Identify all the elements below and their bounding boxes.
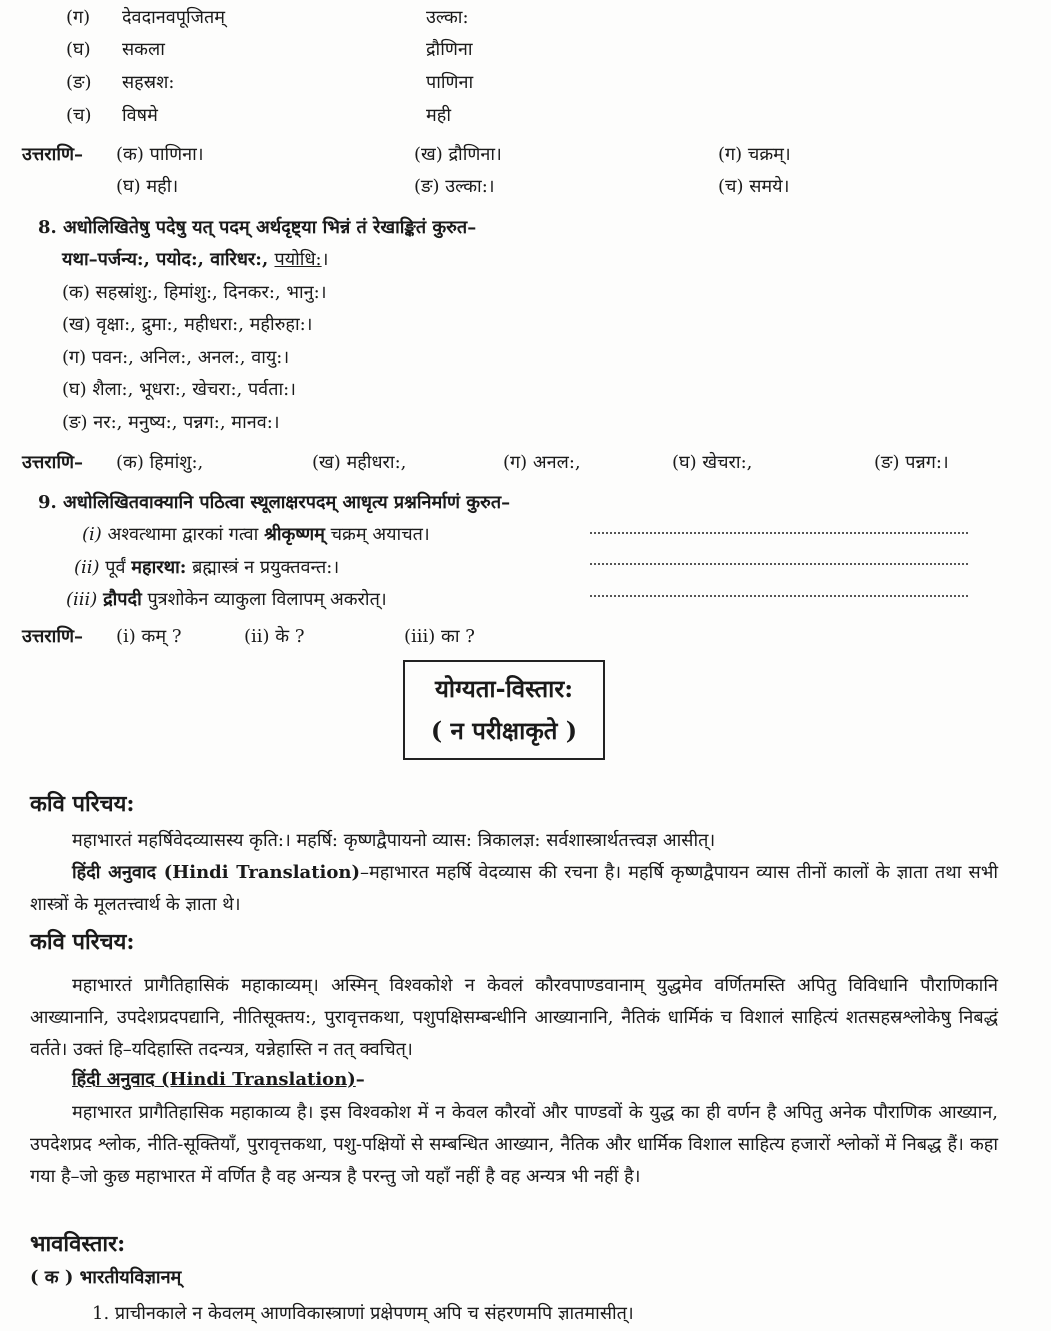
item-text: चक्रम् अयाचत।	[324, 524, 430, 545]
list-item: 1. प्राचीनकाले न केवलम् आणविकास्त्राणां प्रक्षेपणम् अपि च संहरणमपि ज्ञातमासीत्।	[92, 1303, 634, 1324]
answer: (ङ) पन्नग:।	[874, 452, 949, 473]
answer-blank[interactable]	[590, 595, 968, 597]
paragraph: महाभारतं महर्षिवेदव्यासस्य कृति:। महर्षि: कृष्णद्वैपायनो व्यास: त्रिकालज्ञ: सर्वशास्त्रार्थतत्त्वज्ञ आसीत्।	[72, 830, 716, 851]
item-text: पुत्रशोकेन व्याकुला विलापम् अकरोत्।	[141, 589, 387, 610]
q9-item	[82, 523, 430, 547]
q7-label: (ग)	[66, 7, 91, 28]
q9-item	[66, 588, 387, 612]
paragraph: महाभारत प्रागैतिहासिक महाकाव्य है। इस विश्वकोश में न केवल कौरवों और पाण्डवों के युद्ध का ही वर्णन है अपितु अनेक पौराणिक आख्यान, उपदेशप्रद श्लोक, नीति-सूक्तियाँ, पुरावृत्तकथा, पशु-पक्षियों से सम्बन्धित आख्यान, नैतिक और धार्मिक विशाल साहित्य हजारों श्लोकों में निबद्ध हैं। कहा गया है–जो कुछ महाभारत में वर्णित है वह अन्यत्र है परन्तु जो यहाँ नहीं है वह अन्यत्र भी नहीं है।	[30, 1102, 998, 1187]
answers-prefix: उत्तराणि–	[22, 452, 84, 473]
answer-blank[interactable]	[590, 563, 968, 565]
section-heading: भावविस्तार:	[30, 1231, 126, 1257]
dash: –	[355, 1069, 365, 1090]
answer: (च) समये।	[718, 176, 790, 197]
section-box	[403, 660, 605, 760]
example-prefix: यथा–पर्जन्य:, पयोद:, वारिधर:,	[62, 249, 275, 270]
translation-label-text: हिंदी अनुवाद (Hindi Translation)	[72, 1069, 356, 1090]
answer: (ग) चक्रम्।	[718, 144, 791, 165]
box-subtitle: ( न परीक्षाकृते )	[430, 716, 578, 745]
answer: (iii) का ?	[404, 626, 475, 647]
q8-item: (ग) पवन:, अनिल:, अनल:, वायु:।	[62, 347, 290, 368]
question-title: 9. अधोलिखितवाक्यानि पठित्वा स्थूलाक्षरपदम् आधृत्य प्रश्ननिर्माणं कुरुत–	[38, 492, 511, 513]
q7-word: सहस्रश:	[122, 72, 175, 93]
question-title: 8. अधोलिखितेषु पदेषु यत् पदम् अर्थदृष्ट्या भिन्नं तं रेखाङ्कितं कुरुत–	[38, 217, 477, 238]
q9-item	[74, 556, 339, 580]
q8-item: (घ) शैला:, भूधरा:, खेचरा:, पर्वता:।	[62, 379, 296, 400]
answer: (ख) महीधरा:,	[312, 452, 407, 473]
q7-word: सकला	[122, 39, 165, 60]
example-underlined: पयोधि:	[274, 249, 322, 270]
q7-option: पाणिना	[426, 72, 474, 93]
answer: (घ) खेचरा:,	[672, 452, 753, 473]
paragraph: महाभारतं प्रागैतिहासिकं महाकाव्यम्। अस्मिन् विश्वकोशे न केवलं कौरवपाण्डवानाम् युद्धमेव वर्णितमस्ति अपितु विविधानि पौराणिकानि आख्यानानि, उपदेशप्रदपद्यानि, नीतिसूक्तय:, पुरावृत्तकथा, पशुपक्षिसम्बन्धीनि आख्यानानि, नैतिकं धार्मिकं च विशालं साहित्यं शतसहस्रश्लोकेषु निबद्धं वर्तते। उक्तं हि–यदिहास्ति तदन्यत्र, यन्नेहास्ति न तत् क्वचित्।	[30, 975, 998, 1060]
box-title: योग्यता-विस्तार:	[434, 674, 574, 703]
answer: (क) पाणिना।	[116, 144, 204, 165]
bold-word: द्रौपदी	[103, 589, 142, 610]
answer: (ङ) उल्का:।	[414, 176, 495, 197]
answers-prefix: उत्तराणि–	[22, 626, 84, 647]
item-text: ब्रह्मास्त्रं न प्रयुक्तवन्त:।	[186, 557, 340, 578]
subheading: ( क ) भारतीयविज्ञानम्	[30, 1267, 182, 1288]
q7-option: उल्का:	[426, 7, 469, 28]
answers-prefix: उत्तराणि–	[22, 144, 84, 165]
section-heading: कवि परिचय:	[30, 929, 135, 955]
q7-word: विषमे	[122, 105, 158, 126]
q7-option: द्रौणिना	[426, 39, 473, 60]
q7-label: (ङ)	[66, 72, 92, 93]
translation-label: हिंदी अनुवाद (Hindi Translation)	[72, 862, 360, 883]
translation-label	[72, 1068, 365, 1092]
bold-word: महारथा:	[131, 557, 187, 578]
answer: (ख) द्रौणिना।	[414, 144, 502, 165]
example-suffix: ।	[321, 249, 329, 270]
item-text: पूर्वं	[105, 557, 132, 578]
q7-label: (घ)	[66, 39, 91, 60]
item-number: (i)	[82, 524, 102, 545]
q7-word: देवदानवपूजितम्	[122, 7, 226, 28]
q8-item: (ङ) नर:, मनुष्य:, पन्नग:, मानव:।	[62, 412, 280, 433]
q7-label: (च)	[66, 105, 92, 126]
paragraph	[30, 857, 998, 921]
answer-blank[interactable]	[590, 532, 968, 534]
answer: (i) कम् ?	[116, 626, 182, 647]
translation-text: –महाभारत महर्षि वेदव्यास की रचना है। महर्षि कृष्णद्वैपायन व्यास तीनों कालों के ज्ञाता तथा सभी शास्त्रों के मूलतत्त्वार्थ के ज्ञाता थे।	[30, 862, 999, 915]
q7-option: मही	[426, 105, 451, 126]
answer: (क) हिमांशु:,	[116, 452, 204, 473]
answer: (ग) अनल:,	[503, 452, 581, 473]
section-heading: कवि परिचय:	[30, 791, 135, 817]
example	[62, 248, 328, 272]
item-number: (iii)	[66, 589, 98, 610]
answer: (घ) मही।	[116, 176, 179, 197]
bold-word: श्रीकृष्णम्	[264, 524, 325, 545]
q8-item: (ख) वृक्षा:, द्रुमा:, महीधरा:, महीरुहा:।	[62, 314, 313, 335]
item-number: (ii)	[74, 557, 100, 578]
q8-item: (क) सहस्रांशु:, हिमांशु:, दिनकर:, भानु:।	[62, 282, 327, 303]
answer: (ii) के ?	[244, 626, 305, 647]
item-text: अश्वत्थामा द्वारकां गत्वा	[107, 524, 265, 545]
